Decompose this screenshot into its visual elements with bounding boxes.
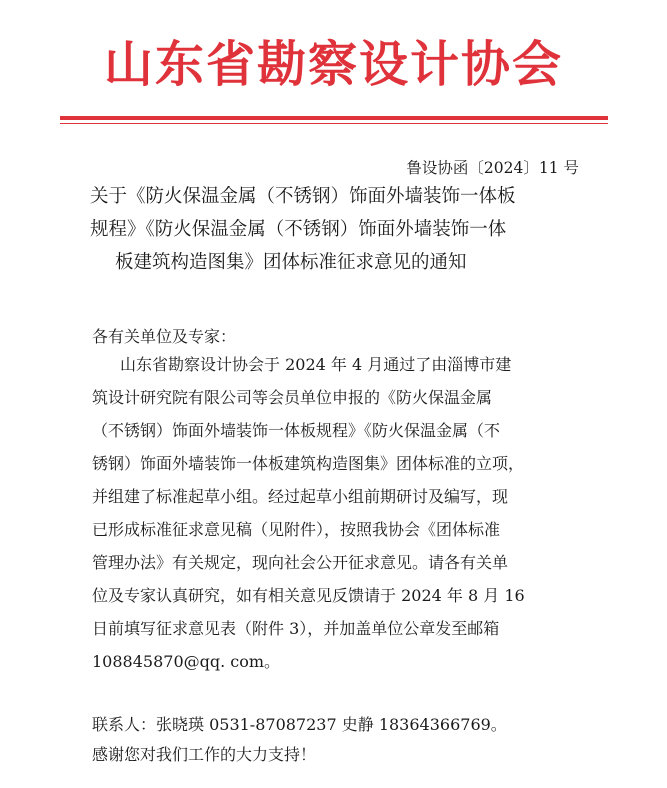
body-line: 位及专家认真研究，如有相关意见反馈请于 2024 年 8 月 16 bbox=[92, 586, 525, 605]
document-title-line: 板建筑构造图集》团体标准征求意见的通知 bbox=[115, 252, 467, 273]
document-title-line: 关于《防火保温金属（不锈钢）饰面外墙装饰一体板 bbox=[90, 186, 516, 207]
thanks-line: 感谢您对我们工作的大力支持！ bbox=[92, 745, 317, 764]
body-line: 筑设计研究院有限公司等会员单位申报的《防火保温金属 bbox=[92, 388, 493, 407]
contact-line: 联系人：张晓瑛 0531-87087237 史静 18364366769。 bbox=[92, 715, 507, 734]
body-line: 锈钢）饰面外墙装饰一体板建筑构造图集》团体标准的立项， bbox=[92, 454, 525, 473]
document-title-line: 规程》《防火保温金属（不锈钢）饰面外墙装饰一体 bbox=[90, 219, 507, 240]
salutation: 各有关单位及专家： bbox=[92, 327, 237, 346]
body-paragraph bbox=[92, 348, 572, 678]
header-divider-thin bbox=[60, 123, 608, 124]
body-line: 山东省勘察设计协会于 2024 年 4 月通过了由淄博市建 bbox=[120, 355, 512, 374]
body-line-email: 108845870@qq. com。 bbox=[92, 652, 281, 671]
document-title bbox=[90, 180, 580, 279]
organization-header-title: 山东省勘察设计协会 bbox=[103, 36, 563, 93]
body-line: 已形成标准征求意见稿（见附件），按照我协会《团体标准 bbox=[92, 520, 501, 539]
header-divider-thick bbox=[60, 116, 608, 120]
body-line: 并组建了标准起草小组。经过起草小组前期研讨及编写，现 bbox=[92, 487, 509, 506]
body-line: （不锈钢）饰面外墙装饰一体板规程》《防火保温金属（不 bbox=[92, 421, 501, 440]
body-line: 日前填写征求意见表（附件 3），并加盖单位公章发至邮箱 bbox=[92, 619, 500, 638]
body-line: 管理办法》有关规定，现向社会公开征求意见。请各有关单 bbox=[92, 553, 509, 572]
document-number: 鲁设协函〔2024〕11 号 bbox=[406, 159, 579, 177]
